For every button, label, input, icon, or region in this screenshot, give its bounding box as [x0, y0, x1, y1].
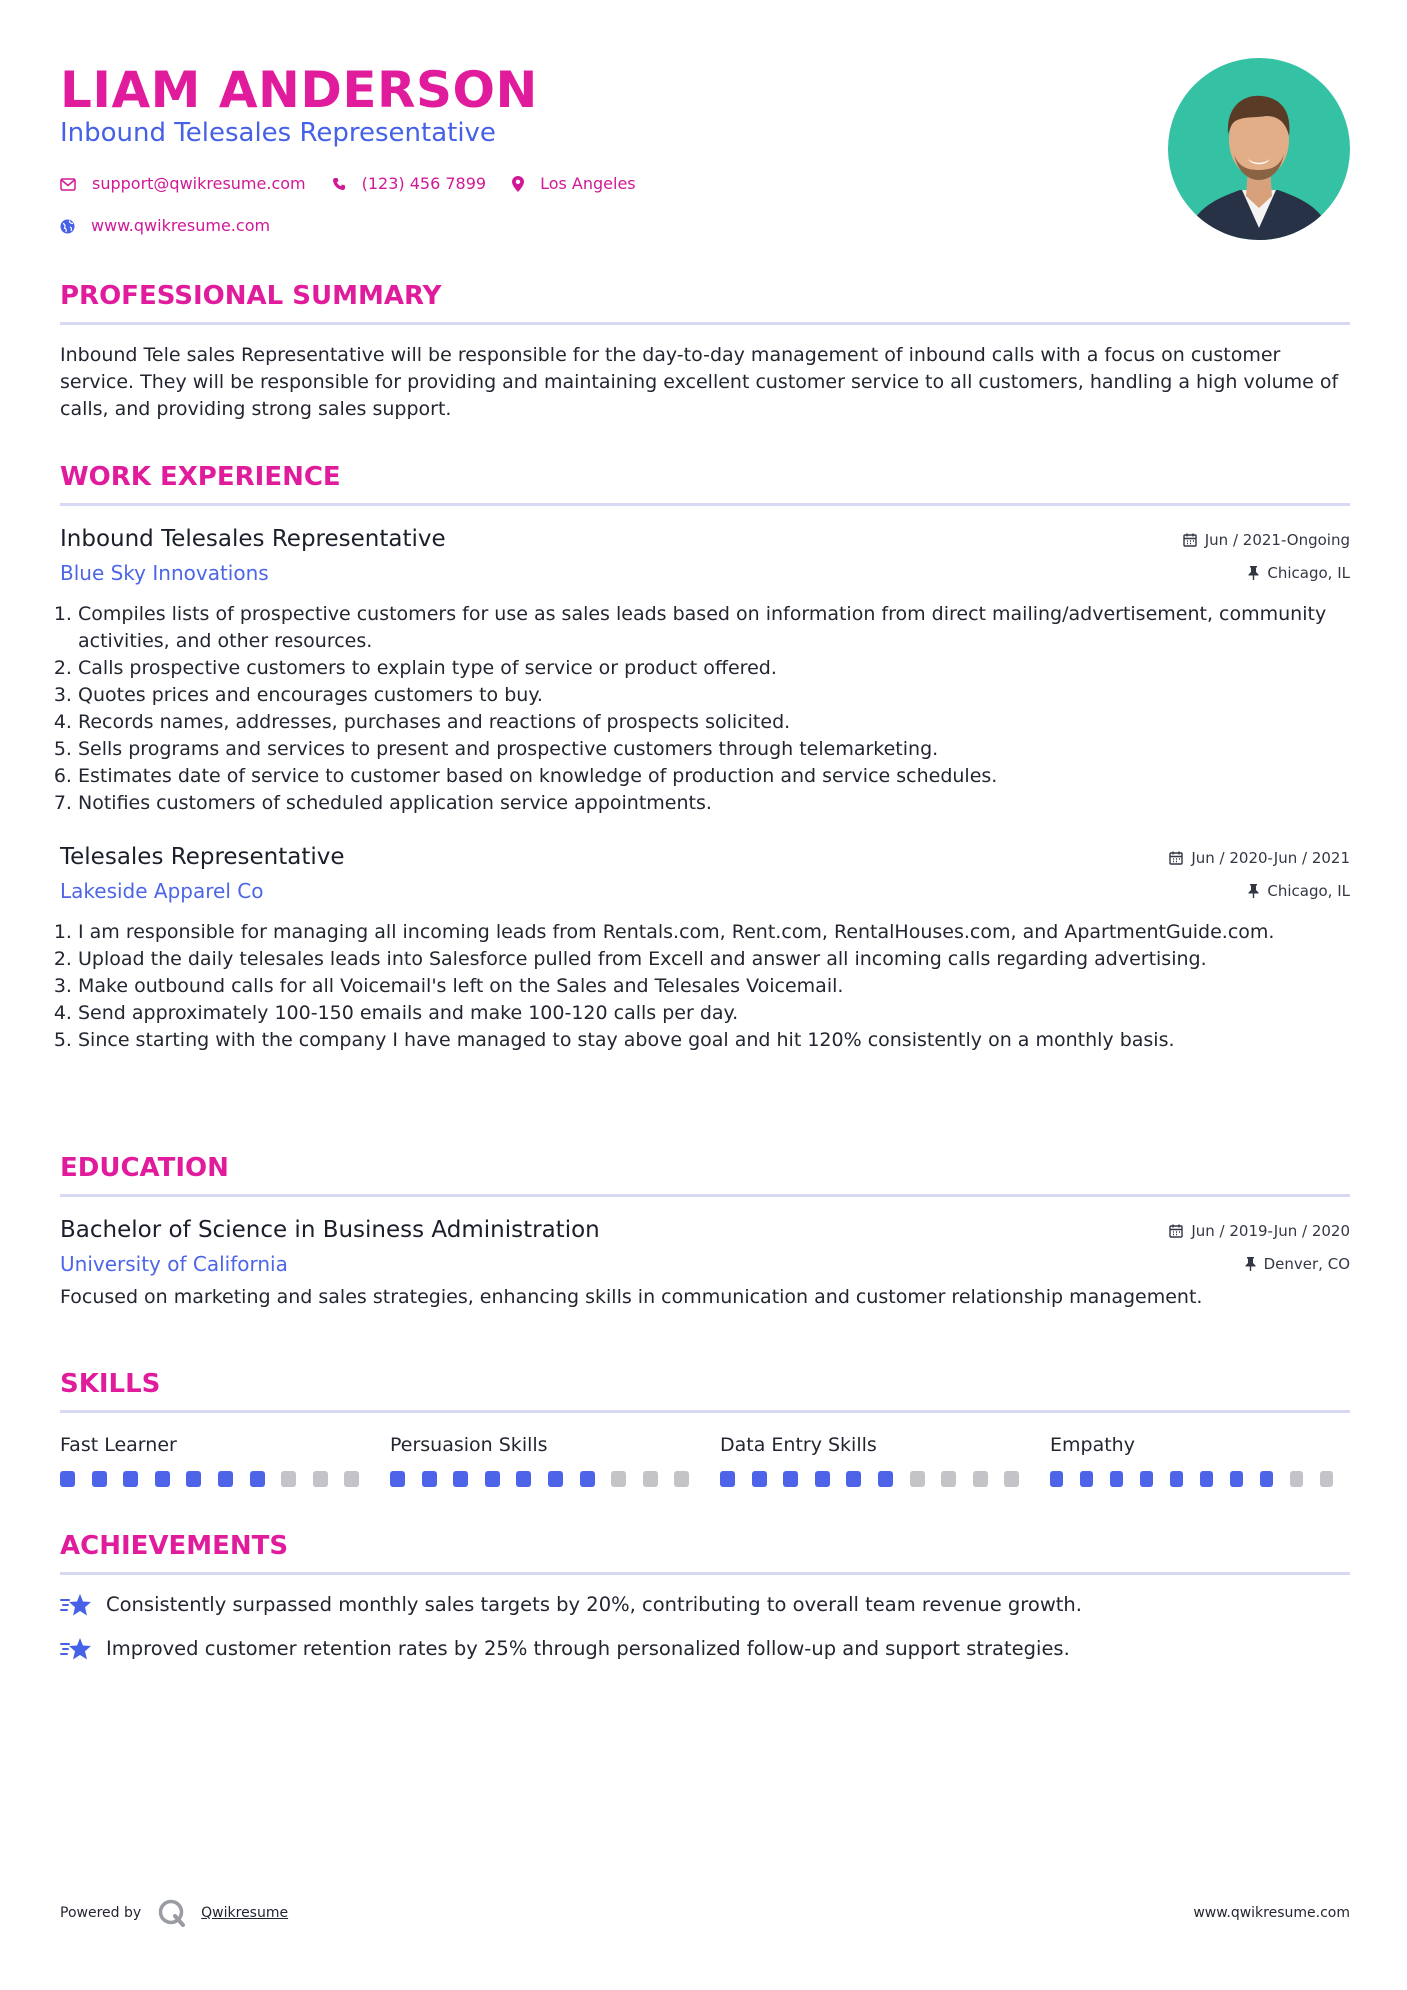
skill-dot-filled: [155, 1471, 170, 1487]
list-item: 5. Since starting with the company I have managed to stay above goal and hit 120% consistently on a monthly basis.: [78, 1027, 1350, 1054]
achievements-section: [60, 1530, 1350, 1665]
envelope-icon: [60, 178, 76, 191]
skill-item: [1050, 1431, 1350, 1487]
section-divider: [60, 1194, 1350, 1197]
skill-dot-filled: [1230, 1471, 1243, 1487]
skill-dot-filled: [815, 1471, 830, 1487]
skill-dot-empty: [344, 1471, 359, 1487]
list-item: 4. Send approximately 100-150 emails and make 100-120 calls per day.: [78, 1000, 1350, 1027]
list-item: 3. Make outbound calls for all Voicemail's left on the Sales and Telesales Voicemail.: [78, 973, 1350, 1000]
section-heading: WORK EXPERIENCE: [60, 462, 341, 492]
job-duties: [60, 919, 1350, 1054]
skill-dot-empty: [1320, 1471, 1333, 1487]
skill-dot-filled: [1170, 1471, 1183, 1487]
skill-dot-empty: [1004, 1471, 1019, 1487]
skill-item: [60, 1431, 390, 1487]
footer-site-link[interactable]: www.qwikresume.com: [1193, 1905, 1350, 1921]
job-dates-text: Jun / 2020-Jun / 2021: [1191, 849, 1350, 867]
qwikresume-logo-icon: [157, 1898, 187, 1928]
skill-item: [390, 1431, 720, 1487]
skill-dot-filled: [1200, 1471, 1213, 1487]
calendar-icon: [1169, 1224, 1183, 1238]
phone-text: (123) 456 7899: [361, 174, 487, 193]
section-heading: ACHIEVEMENTS: [60, 1531, 289, 1561]
powered-by-text: Powered by: [60, 1905, 142, 1921]
location-text: Los Angeles: [540, 174, 636, 193]
job-title: Telesales Representative: [60, 844, 345, 870]
skills-section: [60, 1368, 1350, 1487]
summary-section: [60, 280, 1350, 423]
contact-email[interactable]: [60, 170, 306, 198]
footer-branding: [60, 1898, 288, 1928]
skill-dot-empty: [281, 1471, 296, 1487]
education-header: [60, 1214, 1350, 1282]
calendar-icon: [1183, 533, 1197, 547]
job-header: [60, 523, 1350, 591]
skill-dot-filled: [123, 1471, 138, 1487]
candidate-name: LIAM ANDERSON: [60, 61, 538, 119]
star-icon: [60, 1592, 92, 1618]
contact-block: [60, 170, 662, 254]
contact-row: [60, 170, 662, 198]
skills-list: [60, 1431, 1350, 1487]
skill-dot-filled: [453, 1471, 468, 1487]
skill-dot-filled: [548, 1471, 563, 1487]
list-item: 2. Upload the daily telesales leads into Salesforce pulled from Excell and answer all incoming calls regarding advertising.: [78, 946, 1350, 973]
pushpin-icon: [1248, 566, 1259, 580]
skill-dot-empty: [674, 1471, 689, 1487]
job-title: Inbound Telesales Representative: [60, 526, 446, 552]
job-entry: [60, 523, 1350, 817]
achievement-text: Consistently surpassed monthly sales targets by 20%, contributing to overall team revenue growth.: [106, 1593, 1082, 1616]
education-dates: [1169, 1220, 1350, 1242]
list-item: 5. Sells programs and services to present and prospective customers through telemarketing.: [78, 736, 1350, 763]
calendar-icon: [1169, 851, 1183, 865]
skill-item: [720, 1431, 1050, 1487]
skill-dot-filled: [1260, 1471, 1273, 1487]
education-dates-text: Jun / 2019-Jun / 2020: [1191, 1222, 1350, 1240]
job-duties: [60, 601, 1350, 817]
skill-label: Empathy: [1050, 1434, 1135, 1456]
contact-phone[interactable]: [332, 170, 486, 198]
skill-dot-filled: [580, 1471, 595, 1487]
skill-dot-empty: [973, 1471, 988, 1487]
skill-dot-filled: [516, 1471, 531, 1487]
skill-dot-filled: [1050, 1471, 1063, 1487]
skill-label: Persuasion Skills: [390, 1434, 548, 1456]
skill-dot-filled: [1080, 1471, 1093, 1487]
skill-dot-filled: [92, 1471, 107, 1487]
job-location-text: Chicago, IL: [1267, 882, 1350, 900]
skill-dot-filled: [1140, 1471, 1153, 1487]
globe-icon: [60, 219, 75, 234]
list-item: 2. Calls prospective customers to explain type of service or product offered.: [78, 655, 1350, 682]
skill-dot-filled: [218, 1471, 233, 1487]
job-location: [1248, 562, 1350, 584]
skill-dot-filled: [878, 1471, 893, 1487]
skill-rating: [1050, 1471, 1350, 1487]
section-divider: [60, 1410, 1350, 1413]
school-name: University of California: [60, 1252, 288, 1276]
footer-brand-link[interactable]: Qwikresume: [201, 1905, 289, 1921]
education-location: [1245, 1253, 1350, 1275]
skill-dot-filled: [250, 1471, 265, 1487]
skill-rating: [720, 1471, 1050, 1487]
job-location-text: Chicago, IL: [1267, 564, 1350, 582]
list-item: 1. Compiles lists of prospective customers for use as sales leads based on information from direct mailing/advertisement, community activities, and other resources.: [78, 601, 1350, 655]
map-pin-icon: [512, 176, 524, 192]
skill-rating: [60, 1471, 390, 1487]
skill-dot-filled: [846, 1471, 861, 1487]
skill-dot-empty: [1290, 1471, 1303, 1487]
contact-website[interactable]: [60, 212, 270, 240]
education-location-text: Denver, CO: [1263, 1255, 1350, 1273]
email-text: support@qwikresume.com: [92, 174, 306, 193]
skill-dot-empty: [611, 1471, 626, 1487]
skill-dot-empty: [910, 1471, 925, 1487]
education-description: Focused on marketing and sales strategies, enhancing skills in communication and customer relationship management.: [60, 1286, 1203, 1308]
job-company: Lakeside Apparel Co: [60, 879, 264, 903]
star-icon: [60, 1636, 92, 1662]
avatar: [1168, 58, 1350, 240]
pushpin-icon: [1245, 1257, 1256, 1271]
skill-dot-filled: [485, 1471, 500, 1487]
job-company: Blue Sky Innovations: [60, 561, 269, 585]
job-dates: [1183, 529, 1350, 551]
profile-photo: [1168, 58, 1350, 240]
achievement-item: [60, 1589, 1350, 1621]
website-text: www.qwikresume.com: [91, 216, 271, 235]
candidate-title: Inbound Telesales Representative: [60, 118, 496, 148]
section-divider: [60, 1572, 1350, 1575]
job-dates: [1169, 847, 1350, 869]
skill-dot-empty: [941, 1471, 956, 1487]
skill-dot-filled: [1110, 1471, 1123, 1487]
resume-page: [60, 0, 1350, 1990]
job-dates-text: Jun / 2021-Ongoing: [1204, 531, 1350, 549]
list-item: 4. Records names, addresses, purchases and reactions of prospects solicited.: [78, 709, 1350, 736]
contact-location: [512, 170, 636, 198]
skill-dot-filled: [390, 1471, 405, 1487]
list-item: 1. I am responsible for managing all incoming leads from Rentals.com, Rent.com, RentalHouses.com, and ApartmentGuide.com.: [78, 919, 1350, 946]
skill-dot-filled: [60, 1471, 75, 1487]
section-divider: [60, 503, 1350, 506]
degree-title: Bachelor of Science in Business Administration: [60, 1217, 600, 1243]
skill-dot-filled: [752, 1471, 767, 1487]
achievement-text: Improved customer retention rates by 25% through personalized follow-up and support strategies.: [106, 1637, 1070, 1660]
phone-icon: [332, 177, 346, 191]
skill-dot-filled: [186, 1471, 201, 1487]
contact-row: [60, 212, 662, 240]
skill-dot-filled: [783, 1471, 798, 1487]
education-section: [60, 1152, 1350, 1311]
list-item: 3. Quotes prices and encourages customers to buy.: [78, 682, 1350, 709]
skill-rating: [390, 1471, 720, 1487]
skill-label: Data Entry Skills: [720, 1434, 877, 1456]
education-entry: [60, 1214, 1350, 1311]
pushpin-icon: [1248, 884, 1259, 898]
job-header: [60, 841, 1350, 909]
skill-dot-filled: [422, 1471, 437, 1487]
skill-dot-filled: [720, 1471, 735, 1487]
achievement-item: [60, 1633, 1350, 1665]
job-location: [1248, 880, 1350, 902]
skill-dot-empty: [643, 1471, 658, 1487]
experience-section: [60, 461, 1350, 1054]
section-heading: SKILLS: [60, 1369, 161, 1399]
list-item: 7. Notifies customers of scheduled application service appointments.: [78, 790, 1350, 817]
skill-dot-empty: [313, 1471, 328, 1487]
section-heading: EDUCATION: [60, 1153, 229, 1183]
summary-text: Inbound Tele sales Representative will be responsible for the day-to-day management of inbound calls with a focus on customer service. They will be responsible for providing and maintaining excellent customer service to all customers, handling a high volume of calls, and providing strong sales support.: [60, 344, 1339, 420]
skill-label: Fast Learner: [60, 1434, 177, 1456]
job-entry: [60, 841, 1350, 1054]
section-heading: PROFESSIONAL SUMMARY: [60, 281, 442, 311]
section-divider: [60, 322, 1350, 325]
list-item: 6. Estimates date of service to customer based on knowledge of production and service schedules.: [78, 763, 1350, 790]
